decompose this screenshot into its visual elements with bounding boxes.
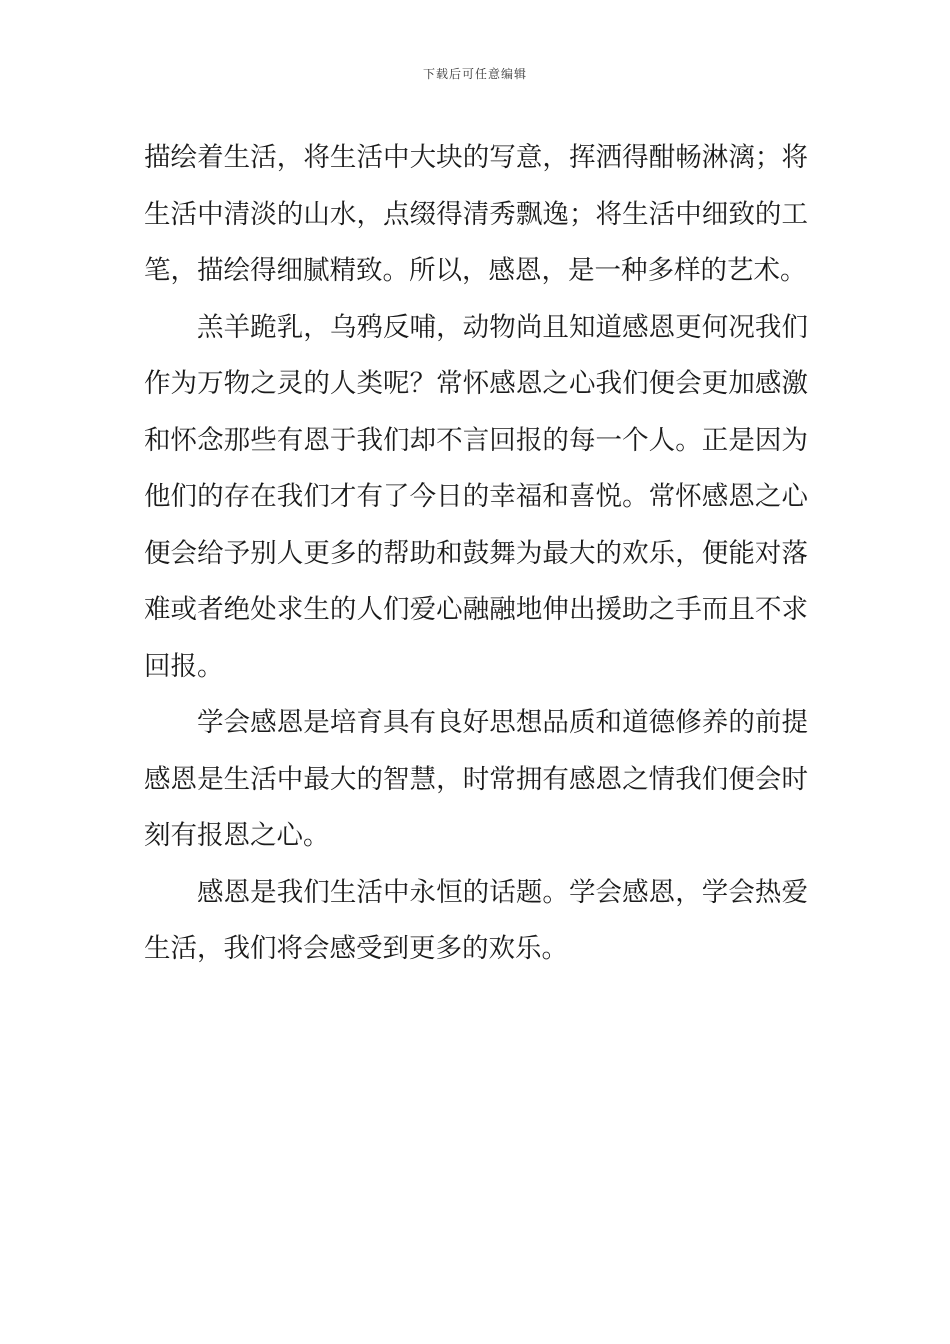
- page-header: 下载后可任意编辑: [422, 67, 527, 81]
- paragraph: 羔羊跪乳，乌鸦反哺，动物尚且知道感恩更何况我们作为万物之灵的人类呢？常怀感恩之心我们便会更加感激和怀念那些有恩于我们却不言回报的每一个人。正是因为他们的存在我们才有了今日的幸福和喜悦。常怀感恩之心便会给予别人更多的帮助和鼓舞为最大的欢乐，便能对落难或者绝处求生的人们爱心融融地伸出援助之手而且不求回报。: [144, 311, 808, 682]
- paragraph-continued: 描绘着生活，将生活中大块的写意，挥洒得酣畅淋漓；将生活中清淡的山水，点缀得清秀飘逸；将生活中细致的工笔，描绘得细腻精致。所以，感恩，是一种多样的艺术。: [144, 142, 808, 286]
- paragraph: 学会感恩是培育具有良好思想品质和道德修养的前提感恩是生活中最大的智慧，时常拥有感恩之情我们便会时刻有报恩之心。: [144, 707, 808, 851]
- paragraph: 感恩是我们生活中永恒的话题。学会感恩，学会热爱生活，我们将会感受到更多的欢乐。: [144, 876, 808, 964]
- document-body: [144, 130, 808, 978]
